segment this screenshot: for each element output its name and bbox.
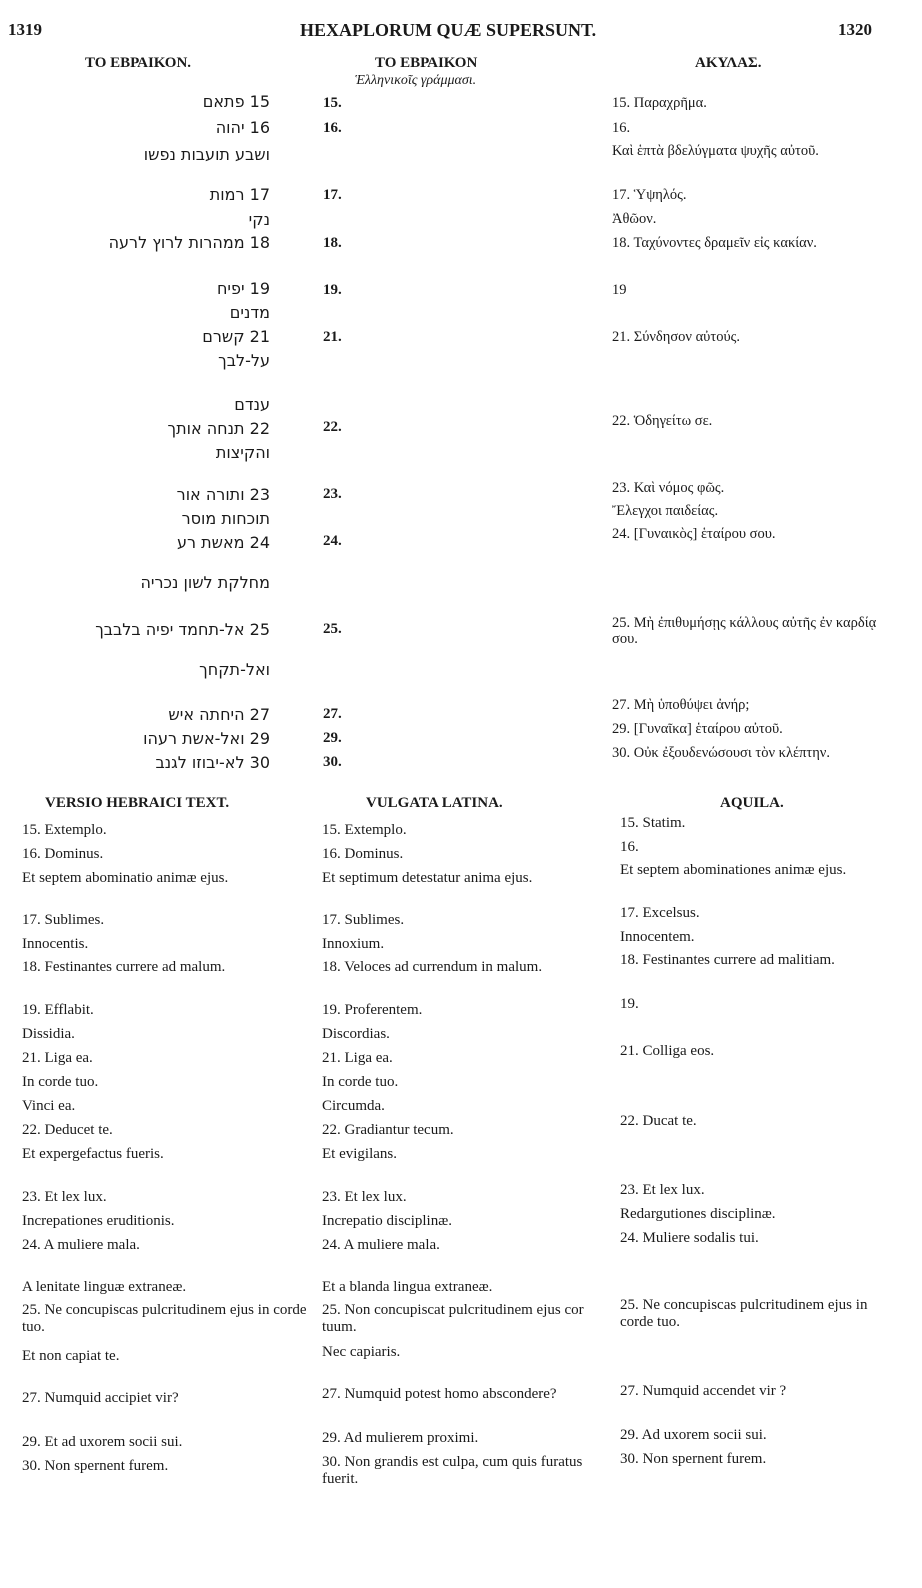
aquila-greek-line: 25. Μὴ ἐπιθυμήσῃς κάλλους αὐτῆς ἐν καρδίᾳ σου. <box>612 615 877 647</box>
hebrew-column-heading: ΤΟ ΕΒΡΑΙΚΟΝ. <box>85 55 192 71</box>
aquila-latin-line: 19. <box>620 996 639 1012</box>
versio-line: 19. Efflabit. <box>22 1002 94 1018</box>
vulgata-line: Innoxium. <box>322 936 385 952</box>
aquila-latin-line: 30. Non spernent furem. <box>620 1451 767 1467</box>
vulgata-line: 23. Et lex lux. <box>322 1189 407 1205</box>
versio-line: A lenitate linguæ extraneæ. <box>22 1279 187 1295</box>
translit-number: 30. <box>323 754 342 770</box>
aquila-latin-line: 23. Et lex lux. <box>620 1182 705 1198</box>
vulgata-line: 21. Liga ea. <box>322 1050 393 1066</box>
vulgata-line: 15. Extemplo. <box>322 822 407 838</box>
translit-number: 25. <box>323 621 342 637</box>
hebrew-line: 27 היחתה איש <box>168 705 270 724</box>
hebrew-line: 25 אל-תחמד יפיה בלבבך <box>95 620 270 639</box>
aquila-latin-line: 24. Muliere sodalis tui. <box>620 1230 759 1246</box>
translit-number: 22. <box>323 419 342 435</box>
vulgata-line: Discordias. <box>322 1026 390 1042</box>
aquila-latin-line: 29. Ad uxorem socii sui. <box>620 1427 767 1443</box>
aquila-latin-heading: AQUILA. <box>720 795 784 811</box>
hebrew-line: על-לבך <box>218 351 270 370</box>
translit-number: 24. <box>323 533 342 549</box>
aquila-latin-line: 27. Numquid accendet vir ? <box>620 1383 787 1399</box>
versio-line: Et septem abominatio animæ ejus. <box>22 870 229 886</box>
vulgata-line: 19. Proferentem. <box>322 1002 423 1018</box>
versio-line: 24. A muliere mala. <box>22 1237 140 1253</box>
aquila-latin-line: 21. Colliga eos. <box>620 1043 715 1059</box>
versio-line: Et expergefactus fueris. <box>22 1146 164 1162</box>
hebrew-line: 16 יהוה <box>215 118 270 137</box>
hebrew-line: והקיצות <box>215 443 270 462</box>
vulgata-line: Circumda. <box>322 1098 385 1114</box>
page-number-right: 1320 <box>838 20 872 39</box>
aquila-greek-line: 19 <box>612 282 627 298</box>
hebrew-line: נקי <box>248 210 270 229</box>
vulgata-line: Increpatio disciplinæ. <box>322 1213 452 1229</box>
aquila-greek-line: 29. [Γυναῖκα] ἑταίρου αὐτοῦ. <box>612 721 783 737</box>
versio-line: 18. Festinantes currere ad malum. <box>22 959 226 975</box>
aquila-latin-line: Et septem abominationes animæ ejus. <box>620 862 847 878</box>
translit-number: 23. <box>323 486 342 502</box>
versio-line: 25. Ne concupiscas pulcritudinem ejus in corde tuo. <box>22 1302 307 1335</box>
vulgata-line: 27. Numquid potest homo abscondere? <box>322 1386 557 1402</box>
versio-line: In corde tuo. <box>22 1074 99 1090</box>
versio-line: 27. Numquid accipiet vir? <box>22 1390 179 1406</box>
vulgata-line: 22. Gradiantur tecum. <box>322 1122 454 1138</box>
hebrew-line: 19 יפיח <box>216 279 270 298</box>
translit-number: 19. <box>323 282 342 298</box>
hebrew-line: 17 רמות <box>209 185 270 204</box>
hebrew-line: מחלקת לשון נכריה <box>140 573 270 592</box>
hebrew-line: ואל-תקחך <box>199 660 270 679</box>
vulgata-line: 30. Non grandis est culpa, cum quis furatus fuerit. <box>322 1454 583 1487</box>
hebrew-line: 24 מאשת רע <box>177 533 270 552</box>
versio-line: 21. Liga ea. <box>22 1050 93 1066</box>
aquila-latin-line: 18. Festinantes currere ad malitiam. <box>620 952 835 968</box>
vulgata-heading: VULGATA LATINA. <box>366 795 503 811</box>
aquila-greek-line: 22. Ὁδηγείτω σε. <box>612 413 713 429</box>
vulgata-line: In corde tuo. <box>322 1074 399 1090</box>
translit-number: 15. <box>323 95 342 111</box>
versio-line: 16. Dominus. <box>22 846 104 862</box>
vulgata-line: 24. A muliere mala. <box>322 1237 440 1253</box>
versio-line: 15. Extemplo. <box>22 822 107 838</box>
vulgata-line: 16. Dominus. <box>322 846 404 862</box>
versio-line: 22. Deducet te. <box>22 1122 113 1138</box>
hebrew-line: 23 ותורה אור <box>176 485 270 504</box>
aquila-latin-line: 15. Statim. <box>620 815 686 831</box>
aquila-latin-line: 22. Ducat te. <box>620 1113 697 1129</box>
translit-number: 16. <box>323 120 342 136</box>
versio-line: Increpationes eruditionis. <box>22 1213 175 1229</box>
translit-number: 21. <box>323 329 342 345</box>
aquila-greek-line: 24. [Γυναικὸς] ἑταίρου σου. <box>612 526 776 542</box>
vulgata-line: Et septimum detestatur anima ejus. <box>322 870 533 886</box>
translit-number: 17. <box>323 187 342 203</box>
hebrew-line: 29 ואל-אשת רעהו <box>143 729 270 748</box>
hebrew-line: 15 פתאם <box>202 92 270 111</box>
hebrew-line: 21 קשרם <box>202 327 270 346</box>
hebrew-line: תוכחות מוסר <box>181 509 270 528</box>
hebrew-line: 18 ממהרות לרוץ לרעה <box>108 233 270 252</box>
hebrew-line: מדנים <box>229 303 270 322</box>
versio-line: 23. Et lex lux. <box>22 1189 107 1205</box>
versio-line: 29. Et ad uxorem socii sui. <box>22 1434 183 1450</box>
aquila-latin-line: 16. <box>620 839 639 855</box>
versio-heading: VERSIO HEBRAICI TEXT. <box>45 795 230 811</box>
aquila-latin-line: Innocentem. <box>620 929 695 945</box>
versio-line: Innocentis. <box>22 936 89 952</box>
aquila-greek-line: 17. Ὑψηλός. <box>612 187 687 203</box>
hebrew-line: ענדם <box>234 395 270 414</box>
aquila-greek-line: 15. Παραχρῆμα. <box>612 95 707 111</box>
vulgata-line: Et evigilans. <box>322 1146 397 1162</box>
vulgata-line: Et a blanda lingua extraneæ. <box>322 1279 493 1295</box>
page-number-left: 1319 <box>8 20 42 39</box>
versio-line: Et non capiat te. <box>22 1348 120 1364</box>
hebrew-line: 22 תנחה אותך <box>167 419 270 438</box>
aquila-latin-line: Redargutiones disciplinæ. <box>620 1206 776 1222</box>
translit-column-subheading: Ἑλληνικοῖς γράμμασι. <box>355 73 477 88</box>
vulgata-line: 25. Non concupiscat pulcritudinem ejus cor tuum. <box>322 1302 584 1335</box>
hebrew-line: 30 לא-יבוזו לגנב <box>155 753 270 772</box>
vulgata-line: 17. Sublimes. <box>322 912 405 928</box>
versio-line: 30. Non spernent furem. <box>22 1458 169 1474</box>
vulgata-line: 29. Ad mulierem proximi. <box>322 1430 479 1446</box>
translit-number: 18. <box>323 235 342 251</box>
aquila-greek-line: Ἀθῶον. <box>612 211 657 227</box>
aquila-latin-line: 25. Ne concupiscas pulcritudinem ejus in corde tuo. <box>620 1297 868 1330</box>
aquila-greek-column-heading: ΑΚΥΛΑΣ. <box>695 55 762 71</box>
aquila-greek-line: 16. <box>612 120 631 136</box>
translit-column-heading: ΤΟ ΕΒΡΑΙΚΟΝ <box>375 55 478 71</box>
hebrew-line: ושבע תועבות נפשו <box>143 145 270 164</box>
vulgata-line: 18. Veloces ad currendum in malum. <box>322 959 543 975</box>
aquila-greek-line: 23. Καὶ νόμος φῶς. <box>612 480 725 496</box>
running-title: HEXAPLORUM QUÆ SUPERSUNT. <box>300 20 597 40</box>
aquila-latin-line: 17. Excelsus. <box>620 905 700 921</box>
translit-number: 29. <box>323 730 342 746</box>
aquila-greek-line: 30. Οὐκ ἐξουδενώσουσι τὸν κλέπτην. <box>612 745 830 761</box>
aquila-greek-line: 18. Ταχύνοντες δραμεῖν εἰς κακίαν. <box>612 235 817 251</box>
versio-line: Vinci ea. <box>22 1098 76 1114</box>
aquila-greek-line: Καὶ ἑπτὰ βδελύγματα ψυχῆς αὐτοῦ. <box>612 143 819 159</box>
aquila-greek-line: 27. Μὴ ὑποθύψει ἀνήρ; <box>612 697 750 713</box>
aquila-greek-line: Ἔλεγχοι παιδείας. <box>612 503 719 519</box>
versio-line: 17. Sublimes. <box>22 912 105 928</box>
versio-line: Dissidia. <box>22 1026 75 1042</box>
vulgata-line: Nec capiaris. <box>322 1344 401 1360</box>
aquila-greek-line: 21. Σύνδησον αὐτούς. <box>612 329 740 345</box>
translit-number: 27. <box>323 706 342 722</box>
